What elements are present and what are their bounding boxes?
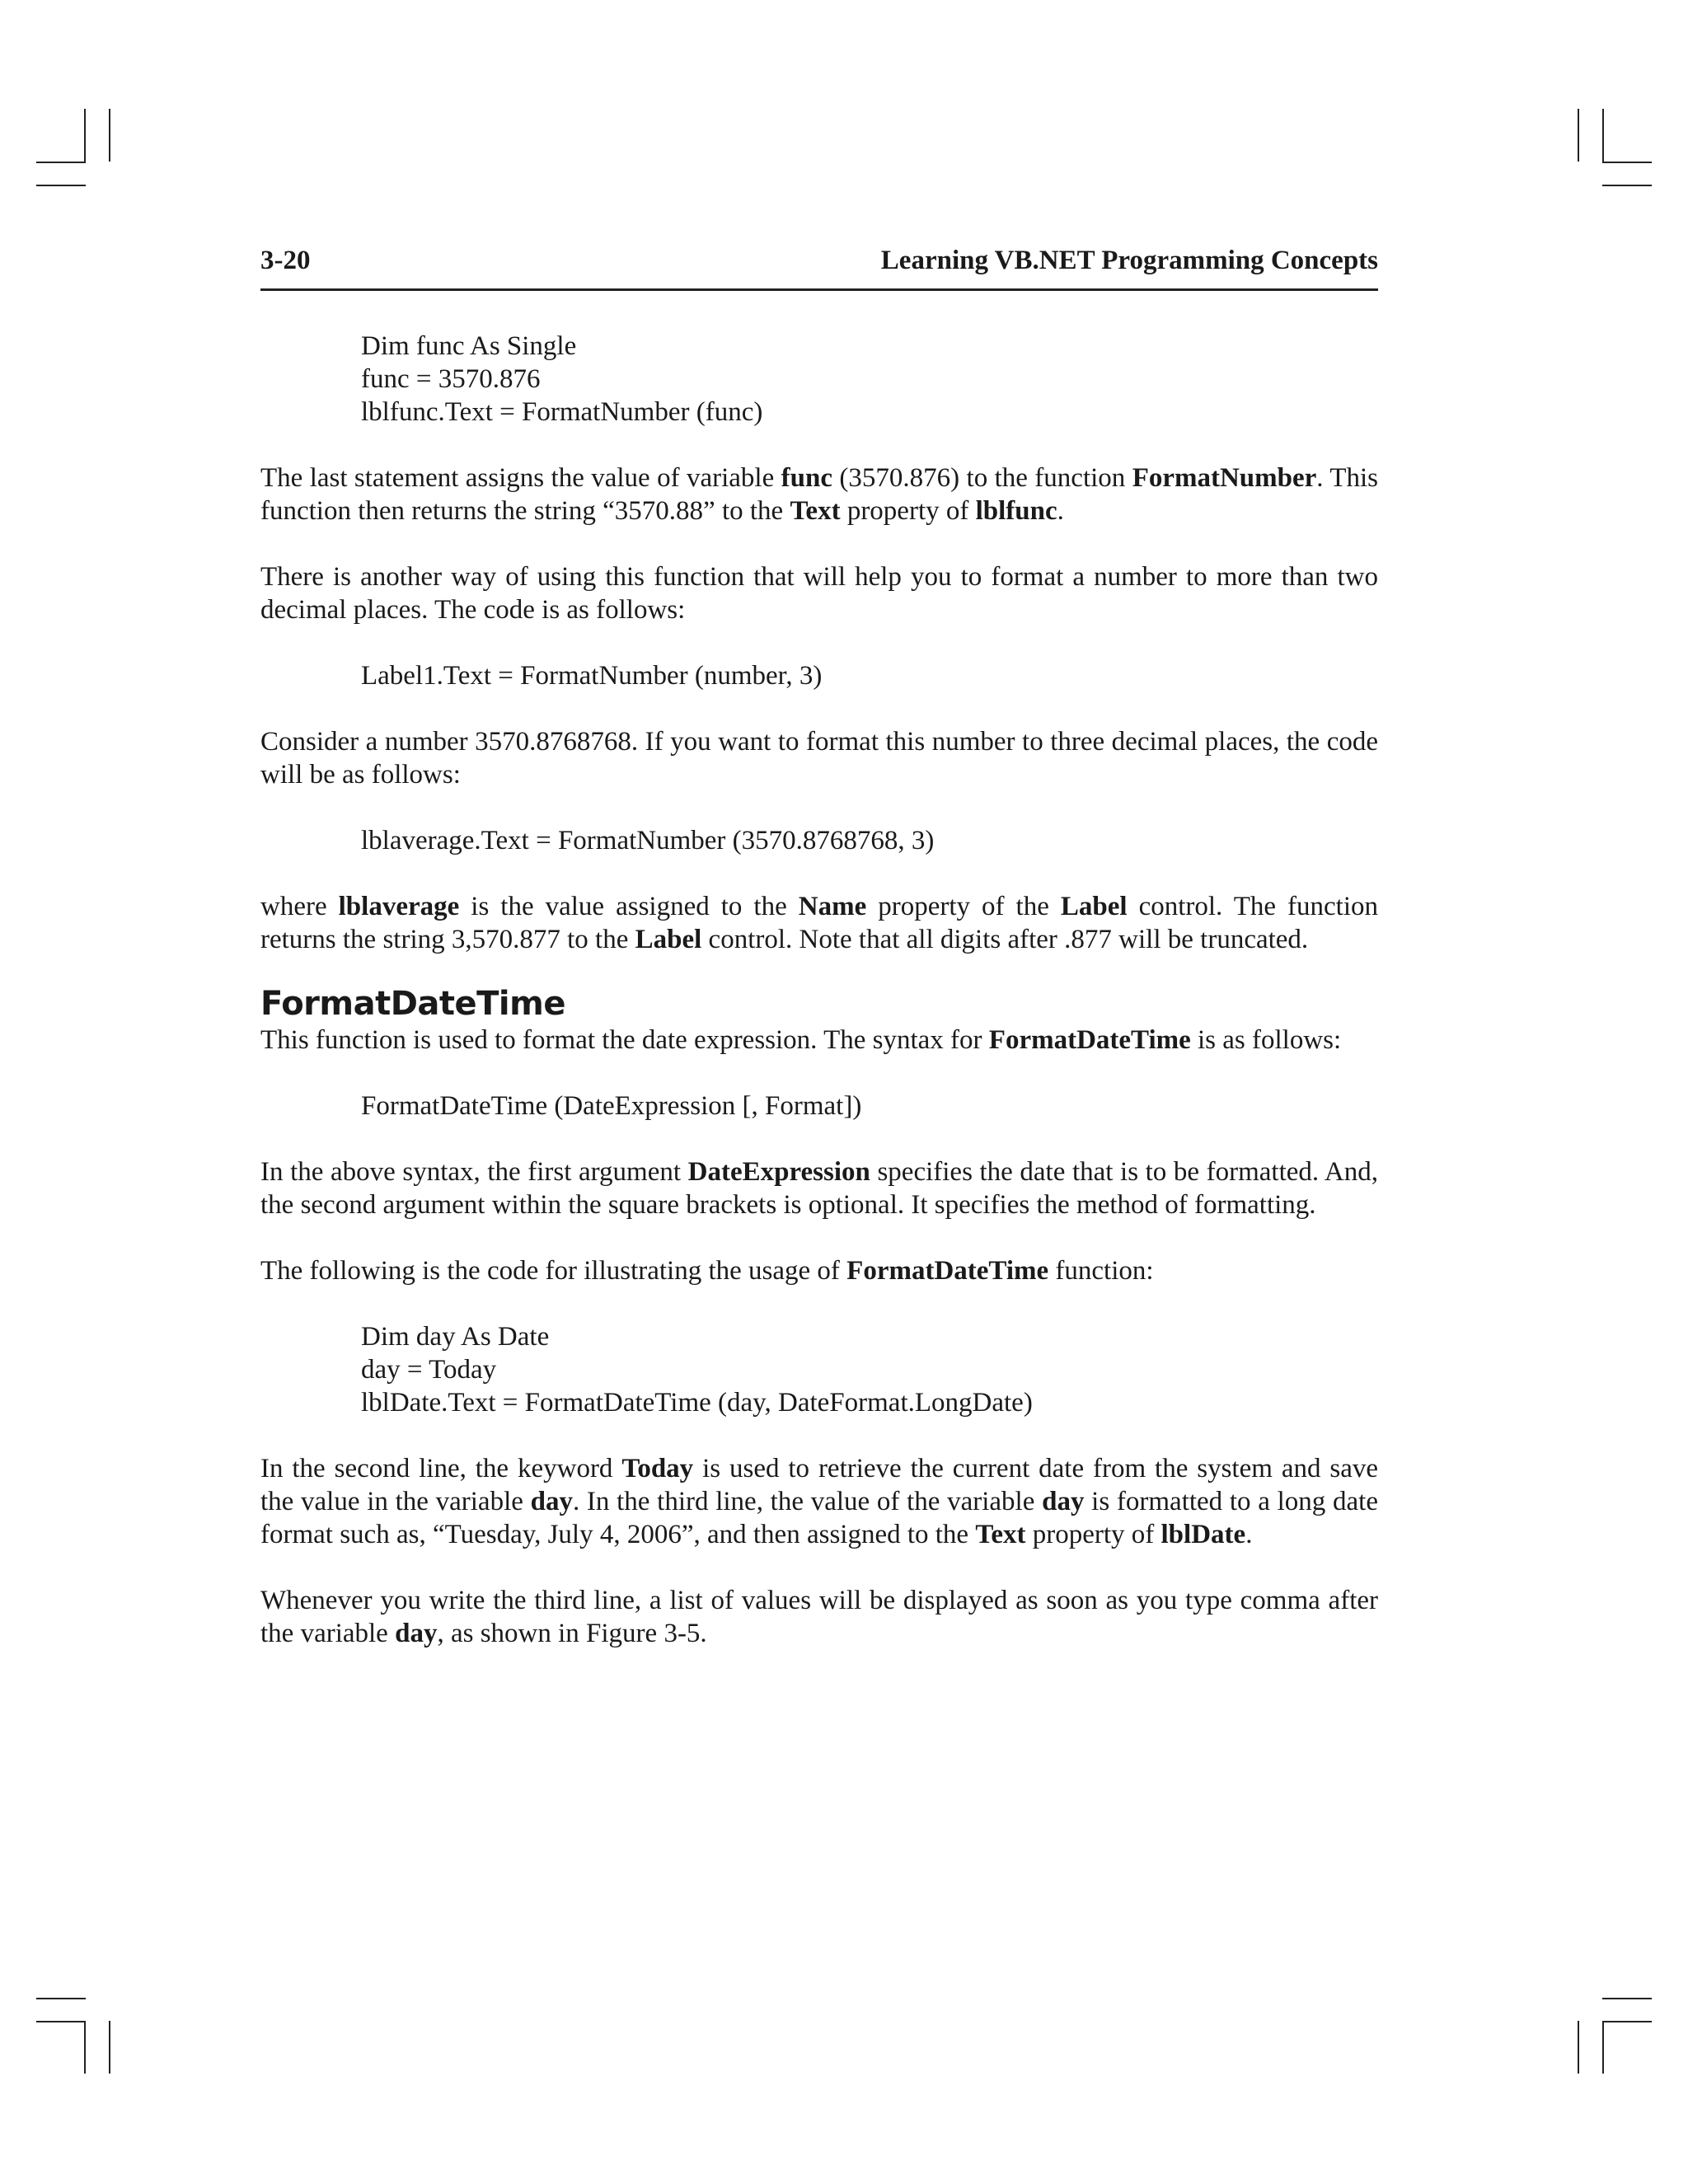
paragraph: In the second line, the keyword Today is used to retrieve the current date from the system and save the value in the variable day. In the third line, the value of the variable day is formatted to a long date format such as, “Tuesday, July 4, 2006”, and then assigned to the Text property of lblDate.: [260, 1454, 1378, 1549]
running-title: Learning VB.NET Programming Concepts: [880, 246, 1378, 275]
paragraph: In the above syntax, the first argument DateExpression specifies the date that is to be formatted. And, the second argument within the square brackets is optional. It specifies the method of formatting.: [260, 1157, 1378, 1220]
crop-mark: [36, 2021, 86, 2022]
code-line: lblfunc.Text = FormatNumber (func): [361, 397, 763, 427]
paragraph: This function is used to format the date expression. The syntax for FormatDateTime is as follows:: [260, 1025, 1342, 1055]
code-line: Label1.Text = FormatNumber (number, 3): [361, 661, 823, 691]
crop-mark: [36, 185, 86, 186]
page-number: 3-20: [260, 246, 311, 275]
crop-mark: [84, 2021, 86, 2074]
code-block: [361, 659, 1378, 692]
code-block: [361, 824, 1378, 857]
paragraph: The last statement assigns the value of variable func (3570.876) to the function FormatNumber. This function then returns the string “3570.88” to the Text property of lblfunc.: [260, 463, 1379, 526]
code-line: lblDate.Text = FormatDateTime (day, DateFormat.LongDate): [361, 1388, 1033, 1418]
crop-mark: [1602, 2021, 1604, 2074]
crop-mark: [1602, 185, 1652, 186]
page-body: [260, 330, 1378, 1683]
crop-mark: [109, 2021, 110, 2074]
code-block: [361, 1320, 1378, 1419]
crop-mark: [1578, 2021, 1579, 2074]
code-line: day = Today: [361, 1355, 497, 1385]
crop-mark: [36, 162, 86, 163]
code-line: Dim day As Date: [361, 1322, 550, 1352]
code-block: [361, 1090, 1378, 1122]
crop-mark: [36, 1998, 86, 1999]
code-line: Dim func As Single: [361, 331, 577, 361]
code-line: lblaverage.Text = FormatNumber (3570.8768768, 3): [361, 826, 935, 855]
paragraph: The following is the code for illustrating the usage of FormatDateTime function:: [260, 1256, 1154, 1286]
crop-mark: [109, 109, 110, 162]
paragraph: There is another way of using this function that will help you to format a number to more than two decimal places. The code is as follows:: [260, 562, 1378, 625]
crop-mark: [1602, 162, 1652, 163]
crop-mark: [1602, 2021, 1652, 2022]
code-line: FormatDateTime (DateExpression [, Format]): [361, 1091, 862, 1121]
code-block: [361, 330, 1378, 429]
crop-mark: [84, 109, 86, 162]
crop-mark: [1602, 1998, 1652, 1999]
section-heading: FormatDateTime: [260, 985, 565, 1023]
crop-mark: [1602, 109, 1604, 162]
paragraph: where lblaverage is the value assigned to the Name property of the Label control. The function returns the string 3,570.877 to the Label control. Note that all digits after .877 will be truncated.: [260, 892, 1378, 954]
crop-mark: [1578, 109, 1579, 162]
code-line: func = 3570.876: [361, 364, 541, 394]
paragraph: Consider a number 3570.8768768. If you want to format this number to three decimal places, the code will be as follows:: [260, 727, 1378, 790]
running-header: [260, 246, 1378, 291]
paragraph: Whenever you write the third line, a list of values will be displayed as soon as you type comma after the variable day, as shown in Figure 3-5.: [260, 1586, 1378, 1648]
